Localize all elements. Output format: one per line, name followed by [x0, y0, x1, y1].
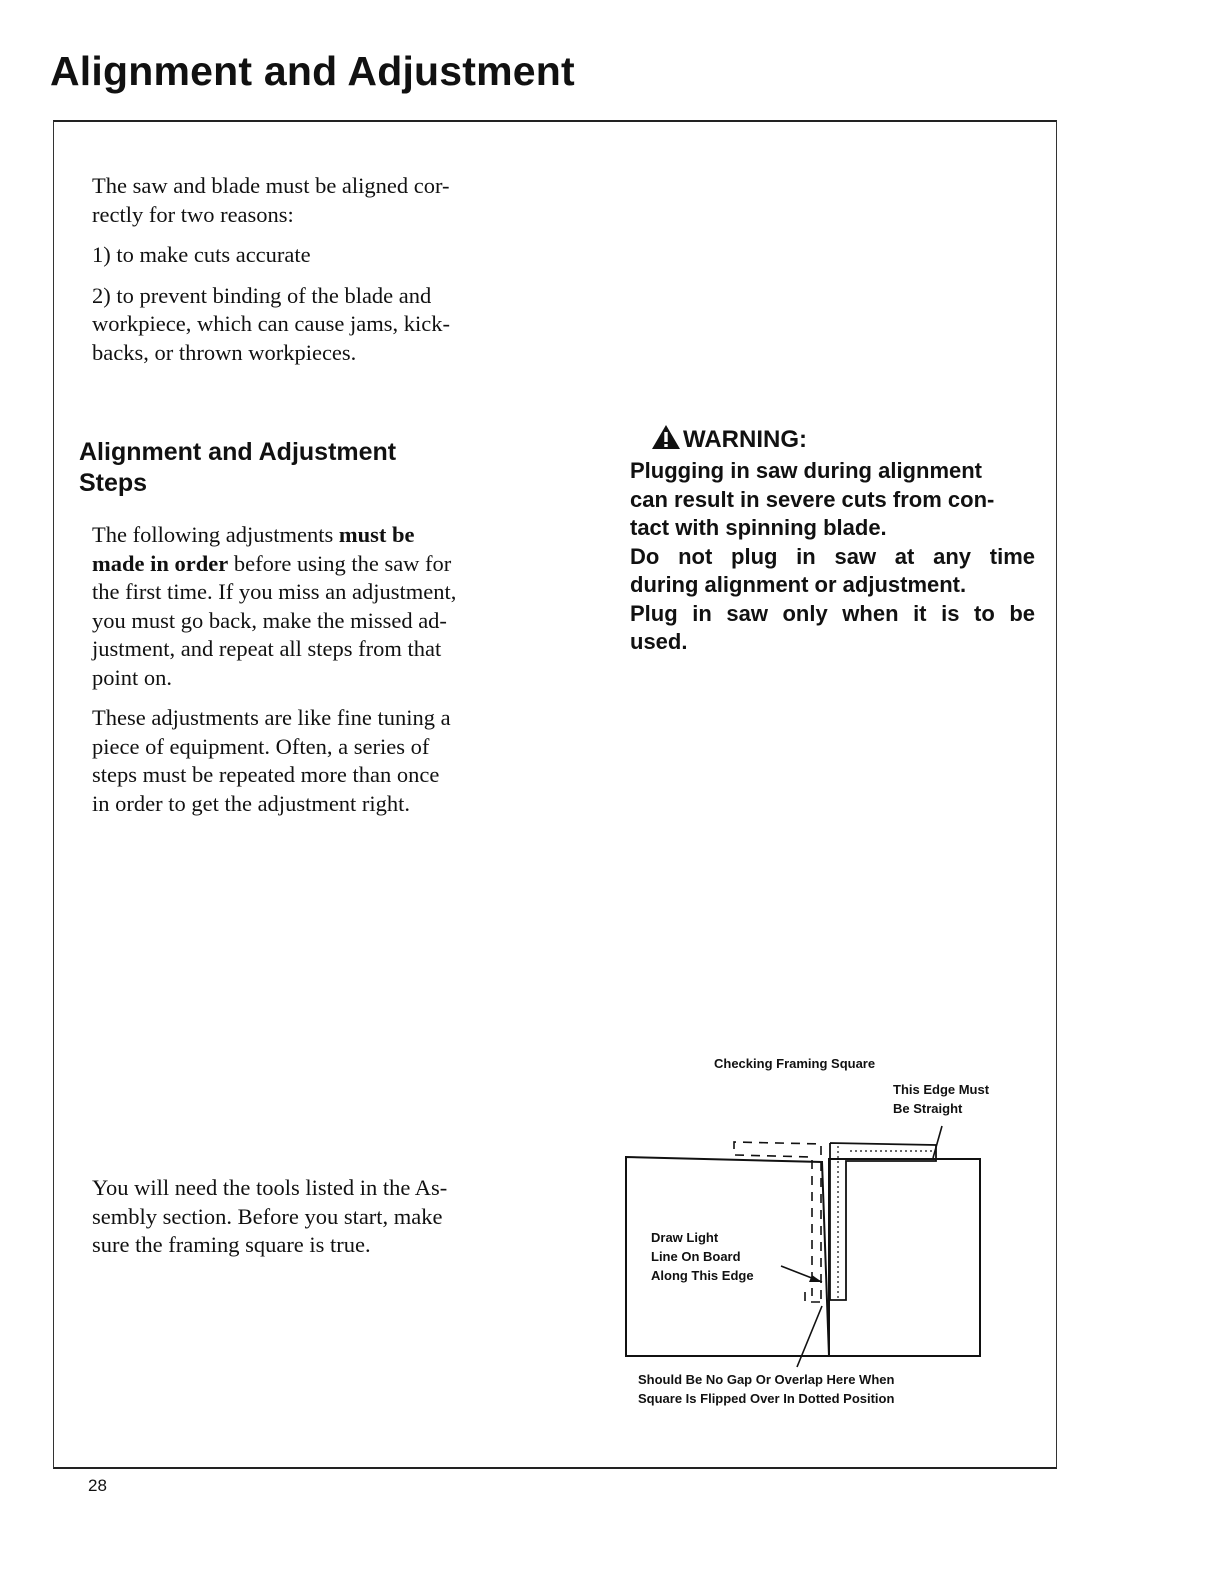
steps-paragraph-1: [92, 521, 512, 692]
gap-label-line: Square Is Flipped Over In Dotted Position: [638, 1391, 895, 1406]
steps-line: justment, and repeat all steps from that: [92, 636, 442, 661]
draw-line-label: [651, 1228, 754, 1285]
steps-line: steps must be repeated more than once: [92, 762, 440, 787]
steps-body: [92, 521, 512, 830]
steps-line: in order to get the adjustment right.: [92, 790, 411, 816]
reason-item-1: 1) to make cuts accurate: [92, 242, 311, 267]
warning-title: WARNING:: [683, 426, 807, 453]
edge-label-line: This Edge Must: [893, 1082, 990, 1097]
intro-section: [92, 172, 512, 379]
warning-line: Plugging in saw during alignment: [630, 458, 982, 483]
draw-label-line: Line On Board: [651, 1249, 741, 1264]
intro-line: The saw and blade must be aligned cor-: [92, 173, 450, 198]
gap-label-line: Should Be No Gap Or Overlap Here When: [638, 1372, 895, 1387]
steps-heading: [79, 437, 499, 499]
draw-label-line: Along This Edge: [651, 1268, 754, 1283]
edge-label: [893, 1080, 989, 1118]
draw-label-line: Draw Light: [651, 1230, 719, 1245]
warning-line: can result in severe cuts from con-: [630, 486, 995, 512]
steps-heading-line: Steps: [79, 469, 148, 497]
warning-line: Do not plug in saw at any time: [630, 543, 1035, 569]
diagram-title: Checking Framing Square: [714, 1056, 876, 1071]
steps-line: point on.: [92, 664, 173, 690]
tools-line: sembly section. Before you start, make: [92, 1203, 443, 1229]
warning-line: tact with spinning blade.: [630, 515, 887, 540]
tools-paragraph: [92, 1174, 502, 1260]
reason-item-2: [92, 282, 512, 368]
steps-line: piece of equipment. Often, a series of: [92, 733, 430, 759]
reason-item-2-line: 2) to prevent binding of the blade and: [92, 282, 432, 308]
warning-triangle-icon: [651, 424, 683, 457]
steps-heading-line: Alignment and Adjustment: [79, 438, 397, 466]
tools-line: You will need the tools listed in the As-: [92, 1175, 448, 1200]
warning-line: during alignment or adjustment.: [630, 572, 967, 597]
steps-line: you must go back, make the missed ad-: [92, 607, 447, 633]
steps-emphasis: made in order: [92, 550, 229, 576]
steps-line: the first time. If you miss an adjustment,: [92, 579, 457, 604]
steps-emphasis: must be: [338, 522, 415, 547]
tools-line: sure the framing square is true.: [92, 1232, 371, 1257]
page-number: 28: [88, 1476, 107, 1495]
gap-label: [638, 1370, 894, 1408]
warning-line: used.: [630, 629, 688, 654]
steps-line: These adjustments are like fine tuning a: [92, 705, 451, 730]
warning-line: Plug in saw only when it is to be: [630, 600, 1035, 626]
intro-line: rectly for two reasons:: [92, 201, 294, 227]
reason-item-2-line: workpiece, which can cause jams, kick-: [92, 311, 450, 336]
warning-box: [630, 423, 1035, 657]
steps-text: before using the saw for: [228, 550, 452, 576]
warning-heading: [651, 423, 1035, 457]
reason-item-2-line: backs, or thrown workpieces.: [92, 339, 357, 365]
steps-lead-text: The following adjustments: [92, 522, 339, 547]
steps-paragraph-2: [92, 704, 512, 818]
page-title: Alignment and Adjustment: [50, 48, 575, 94]
edge-label-line: Be Straight: [893, 1101, 963, 1116]
intro-paragraph: [92, 172, 512, 229]
